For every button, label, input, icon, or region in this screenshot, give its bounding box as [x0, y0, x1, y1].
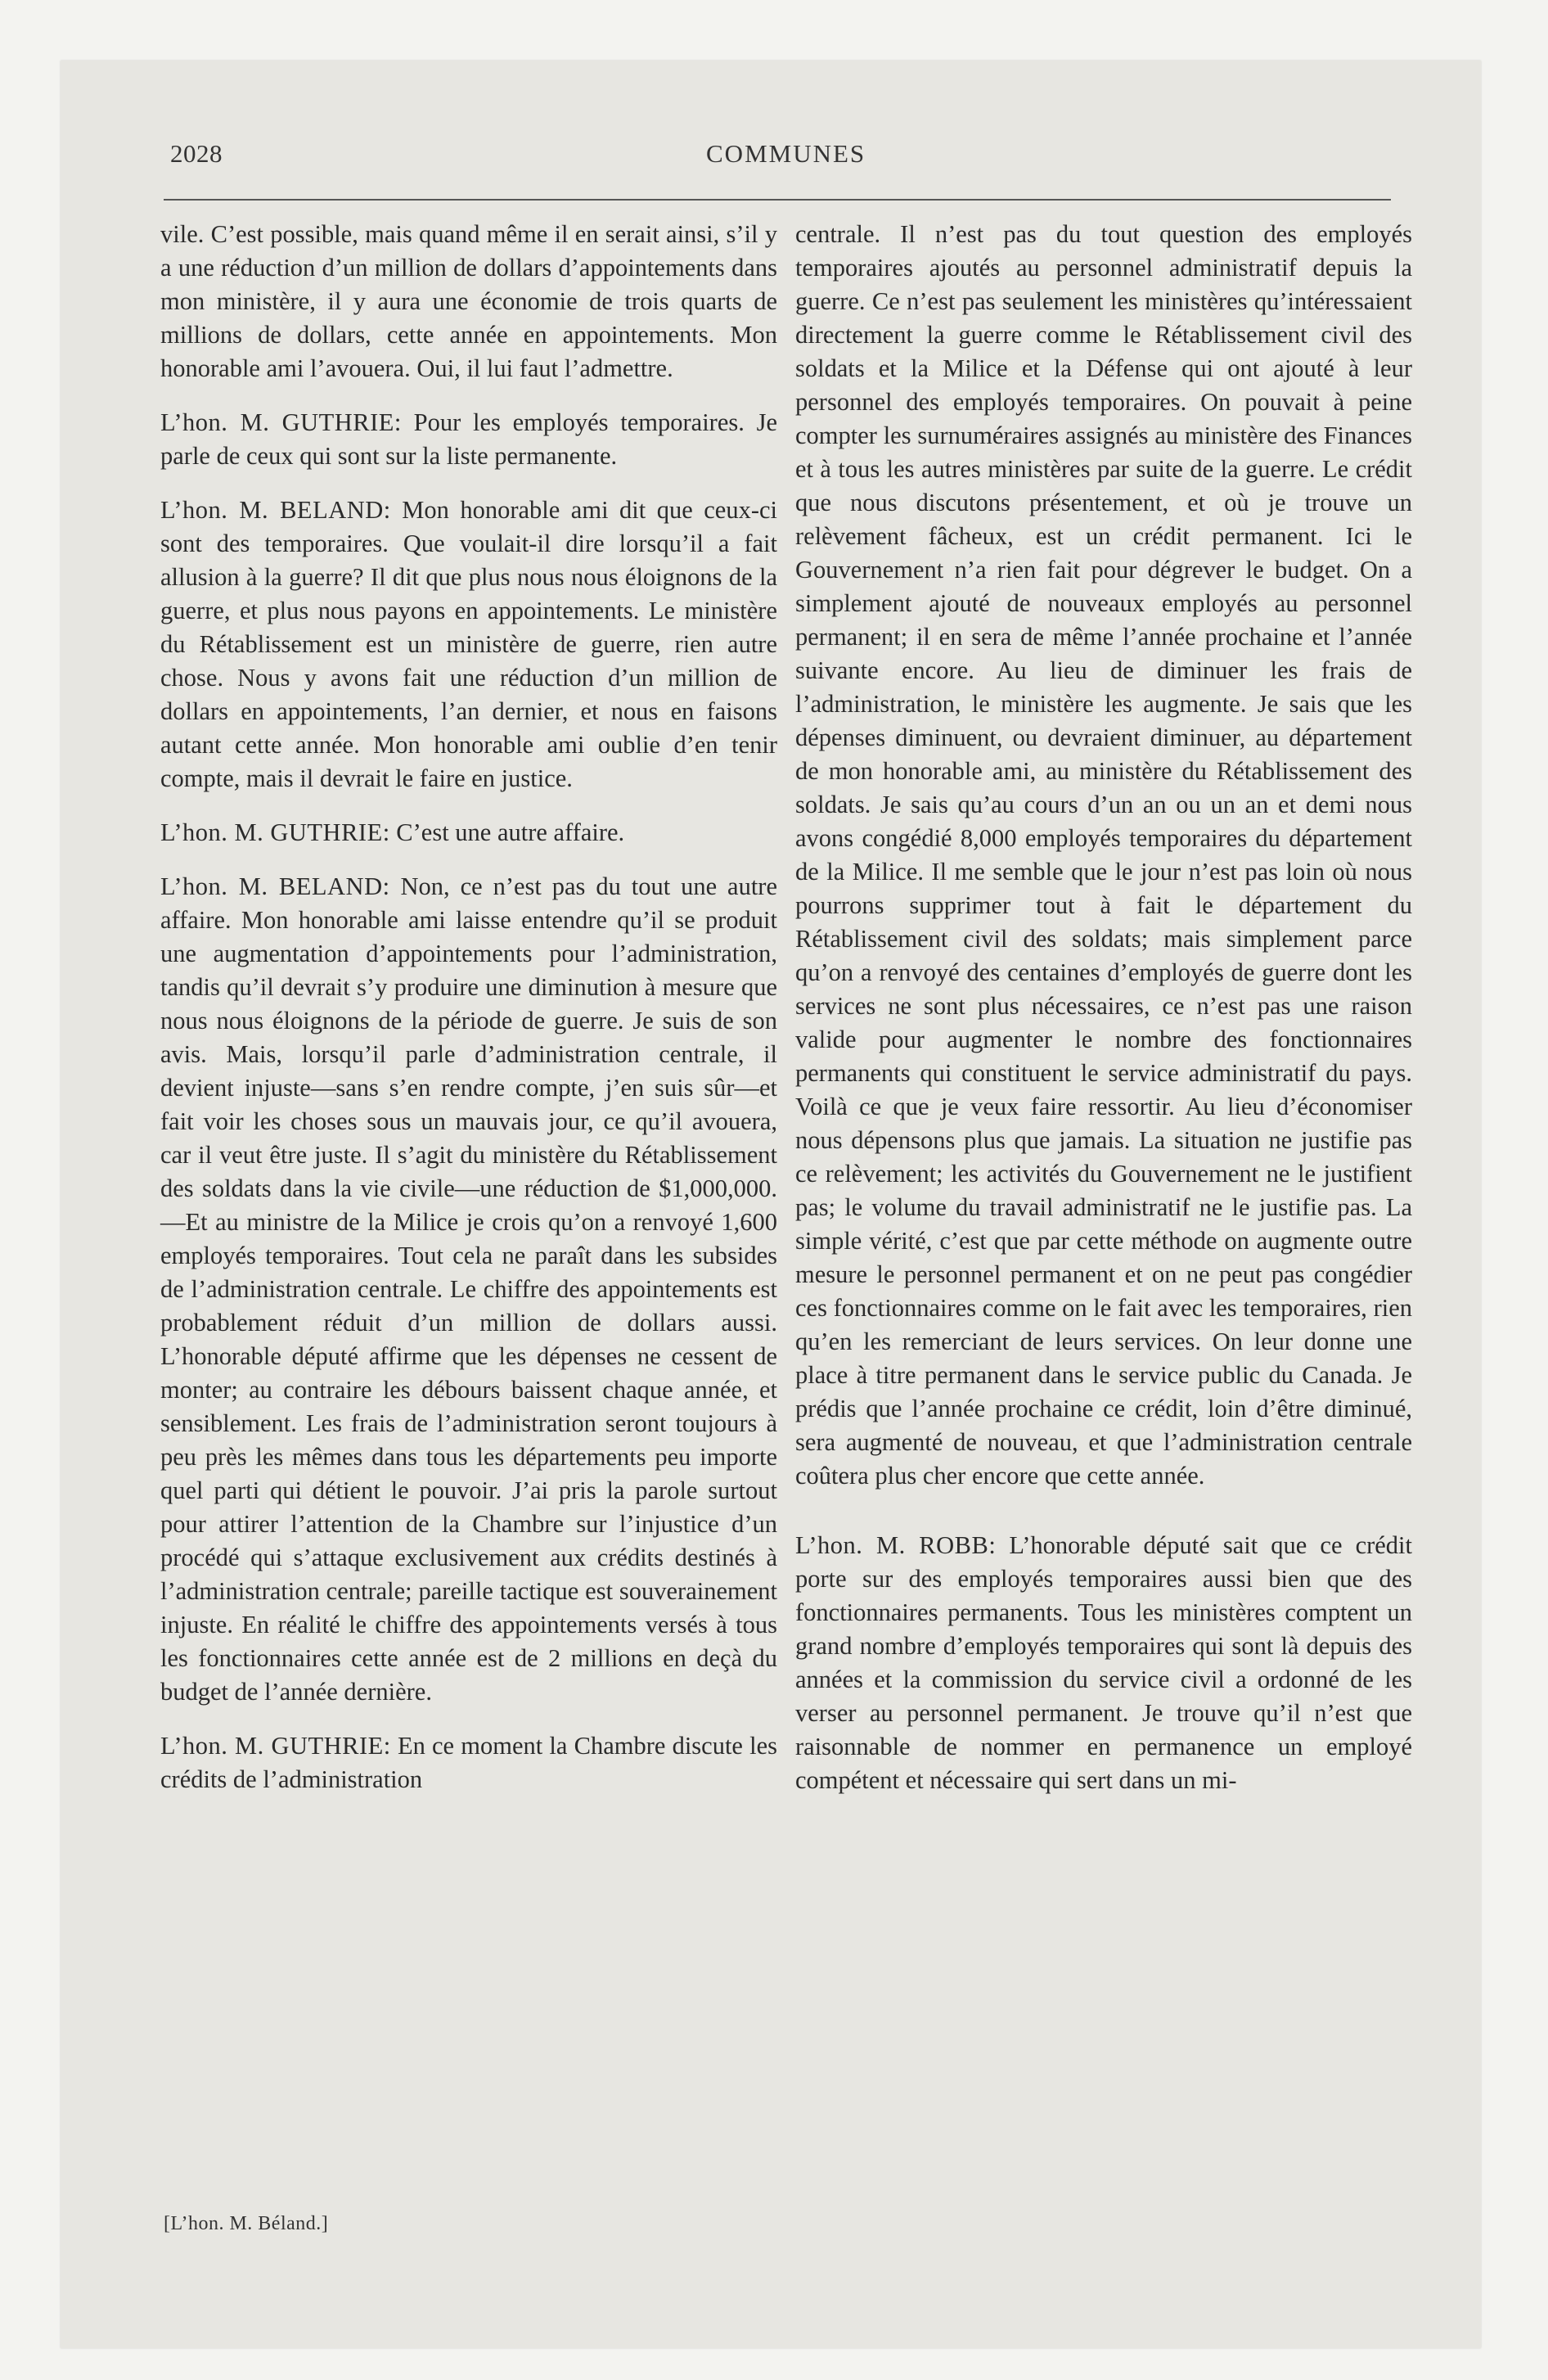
speaker-name: L’hon. M. BELAND: — [160, 872, 390, 900]
paragraph-text: Pour les employés temporaires. Je parle de ceux qui sont sur la liste permanente. — [160, 408, 778, 470]
header-rule — [164, 199, 1391, 201]
speaker-name: L’hon. M. GUTHRIE: — [160, 408, 402, 436]
paragraph — [160, 870, 777, 1709]
running-title: COMMUNES — [706, 139, 866, 168]
paragraph — [795, 1529, 1412, 1797]
paragraph-text: vile. C’est possible, mais quand même il en serait ainsi, s’il y a une réduction d’un million de dollars d’appointements dans mon ministère, il y aura une économie de trois quarts de millions de dollars, cette année en appointements. Mon honorable ami l’avouera. Oui, il lui faut l’admettre. — [160, 220, 777, 382]
speaker-name: L’hon. M. ROBB: — [795, 1531, 997, 1559]
paragraph-text: En ce moment la Chambre discute les crédits de l’administration — [160, 1732, 778, 1793]
left-column — [160, 218, 777, 1796]
paragraph-text: L’honorable député sait que ce crédit porte sur des employés temporaires aussi bien que des fonctionnaires permanents. Tous les ministères comptent un grand nombre d’employés temporaires qui sont là depuis des années et la commission du service civil a ordonné de les verser au personnel permanent. Je trouve qu’il n’est que raisonnable de nommer en permanence un employé compétent et nécessaire qui sert dans un mi- — [795, 1531, 1413, 1794]
paragraph-text: Mon honorable ami dit que ceux-ci sont des temporaires. Que voulait-il dire lorsqu’il a fait allusion à la guerre? Il dit que plus nous nous éloignons de la guerre, et plus nous payons en appointements. Le ministère du Rétablissement est un ministère de guerre, rien autre chose. Nous y avons fait une réduction d’un million de dollars en appointements, l’an dernier, et nous en faisons autant cette année. Mon honorable ami oublie d’en tenir compte, mais il devrait le faire en justice. — [160, 496, 777, 792]
paragraph-text: C’est une autre affaire. — [396, 818, 625, 846]
page-header — [170, 139, 1397, 188]
speaker-name: L’hon. M. GUTHRIE: — [160, 1732, 391, 1760]
paragraph-text: centrale. Il n’est pas du tout question des employés temporaires ajoutés au personnel administratif depuis la guerre. Ce n’est pas seulement les ministères qu’intéressaient directement la guerre comme le Rétablissement civil des soldats et la Milice et la Défense qui ont ajouté à leur personnel des employés temporaires. On pouvait à peine compter les surnuméraires assignés au ministère des Finances et à tous les autres ministères par suite de la guerre. Le crédit que nous discutons présentement, et où je trouve un relèvement fâcheux, est un crédit permanent. Ici le Gouvernement n’a rien fait pour dégrever le budget. On a simplement ajouté de nouveaux employés au personnel permanent; il en sera de même l’année prochaine et l’année suivante encore. Au lieu de diminuer les frais de l’administration, le ministère les augmente. Je sais que les dépenses diminuent, ou devraient diminuer, au département de mon honorable ami, au ministère du Rétablissement des soldats. Je sais qu’au cours d’un an ou un an et demi nous avons congédié 8,000 employés temporaires du département de la Milice. Il me semble que le jour n’est pas loin où nous pourrons supprimer tout à fait le département du Rétablissement civil des soldats; mais simplement parce qu’on a renvoyé des centaines d’employés de guerre dont les services ne sont plus nécessaires, ce n’est pas une raison valide pour augmenter le nombre des fonctionnaires permanents qui constituent le service administratif du pays. Voilà ce que je veux faire ressortir. Au lieu d’économiser nous dépensons plus que jamais. La situation ne justifie pas ce relèvement; les activités du Gouvernement ne le justifient pas; le volume du travail administratif ne le justifie pas. La simple vérité, c’est que par cette méthode on augmente outre mesure le personnel permanent et on ne peut pas congédier ces fonctionnaires comme on le fait avec les temporaires, rien qu’en les remerciant de leurs services. On leur donne une place à titre permanent dans le service public du Canada. Je prédis que l’année prochaine ce crédit, loin d’être diminué, sera augmenté de nouveau, et que l’administration centrale coûtera plus cher encore que cette année. — [795, 220, 1412, 1490]
speaker-name: L’hon. M. BELAND: — [160, 496, 391, 524]
page-number: 2028 — [170, 139, 223, 168]
paragraph-text: Non, ce n’est pas du tout une autre affaire. Mon honorable ami laisse entendre qu’il se produit une augmentation d’appointements pour l’administration, tandis qu’il devrait s’y produire une diminution à mesure que nous nous éloignons de la période de guerre. Je suis de son avis. Mais, lorsqu’il parle d’administration centrale, il devient injuste—sans s’en rendre compte, j’en suis sûr—et fait voir les choses sous un mauvais jour, ce qu’il avouera, car il veut être juste. Il s’agit du ministère du Rétablissement des soldats dans la vie civile—une réduction de $1,000,000.—Et au ministre de la Milice je crois qu’on a renvoyé 1,600 employés temporaires. Tout cela ne paraît dans les subsides de l’administration centrale. Le chiffre des appointements est probablement réduit d’un million de dollars aussi. L’honorable député affirme que les dépenses ne cessent de monter; au contraire les débours baissent chaque année, et sensiblement. Les frais de l’administration seront toujours à peu près les mêmes dans tous les départements peu importe quel parti qui détient le pouvoir. J’ai pris la parole surtout pour attirer l’attention de la Chambre sur l’injustice d’un procédé qui s’attaque exclusivement aux crédits destinés à l’administration centrale; pareille tactique est souverainement injuste. En réalité le chiffre des appointements versés à tous les fonctionnaires cette année est de 2 millions en deçà du budget de l’année dernière. — [160, 872, 778, 1706]
speaker-name: L’hon. M. GUTHRIE: — [160, 818, 390, 846]
paragraph — [160, 406, 777, 473]
paragraph — [160, 218, 777, 385]
right-column — [795, 218, 1412, 1797]
paragraph — [160, 1729, 777, 1796]
footer-note: [L’hon. M. Béland.] — [164, 2213, 329, 2234]
paragraph — [160, 816, 777, 850]
paragraph — [160, 494, 777, 796]
paragraph — [795, 218, 1412, 1493]
